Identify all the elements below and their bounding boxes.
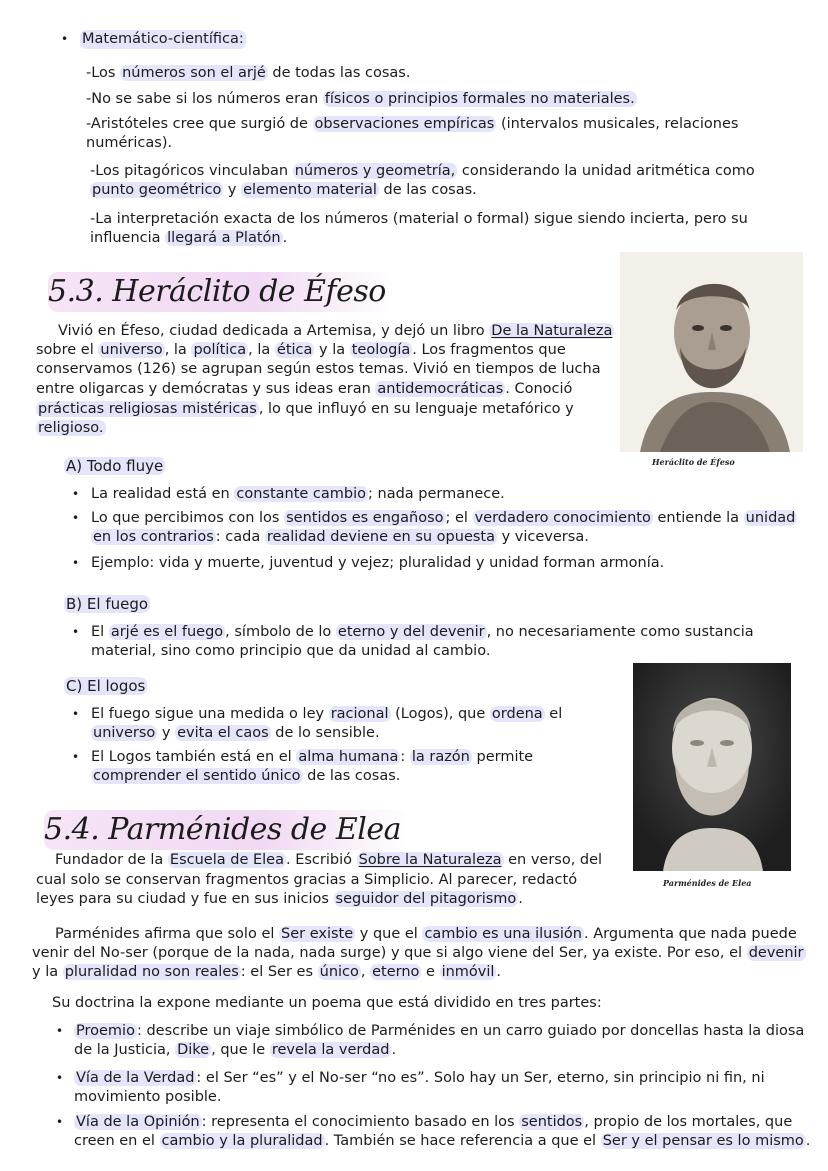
text-run: leyes para su ciudad y fue en sus inicios [36,891,334,907]
heraclito-caption: Heráclito de Éfeso [652,457,735,467]
rich-line [36,380,572,399]
text-run: entre oligarcas y demócratas y sus ideas eran [36,381,376,397]
text-run: ; el [445,510,473,526]
highlighted-text: eterno [372,964,420,980]
text-run: venir del No-ser (porque de la nada, nada surge) y que si algo viene del Ser, ya existe. Por eso, el [32,945,747,961]
highlighted-text: la razón [411,749,470,765]
text-run: -Aristóteles cree que surgió de [86,116,313,132]
rich-line [91,528,589,547]
text-run: , lo que influyó en su lenguaje metafórico y [258,401,574,417]
text-run: movimiento posible. [74,1089,222,1105]
text-run: y [223,182,242,198]
rich-line [74,1041,396,1060]
text-run: , [360,964,371,980]
bullet-icon: • [72,750,80,764]
highlighted-text: números son el arjé [122,65,266,81]
text-run: . [805,1133,811,1149]
text-run: influencia [90,230,166,246]
bullet-icon: • [61,32,69,46]
highlighted-text: cambio y la pluralidad [161,1133,323,1149]
text-run: -La interpretación exacta de los números (material o formal) sigue siendo incierta, pero su [90,211,748,227]
highlighted-text: Vía de la Opinión [76,1114,200,1130]
text-run: numéricas). [86,135,173,151]
text-run: . [391,1042,397,1058]
bullet-icon: • [72,487,80,501]
subheading-todo-fluye [64,455,165,477]
text-run: (intervalos musicales, relaciones [496,116,739,132]
text-run: : [400,749,410,765]
text-run: de la Justicia, [74,1042,176,1058]
bullet-icon: • [56,1071,64,1085]
rich-line [91,705,562,724]
highlighted-text: inmóvil [441,964,495,980]
rich-line [74,1022,804,1041]
rich-line [58,322,614,341]
highlighted-text: sentidos es engañoso [286,510,444,526]
rich-line [74,1132,810,1151]
text-run: -Los [86,65,121,81]
rich-line [36,341,566,360]
rich-line [91,767,400,786]
text-run: . Los fragmentos que [412,342,566,358]
highlighted-text: llegará a Platón [167,230,281,246]
rich-line [91,485,505,504]
text-run: de todas las cosas. [267,65,411,81]
section-heading-matematico: Matemático-científica: [82,31,244,47]
bullet-icon: • [56,1115,64,1129]
highlighted-text: punto geométrico [92,182,222,198]
text-run: . También se hace referencia a que el [324,1133,601,1149]
text-run: considerando la unidad aritmética como [457,163,755,179]
text-run: e [421,964,440,980]
text-run: -Los pitagóricos vinculaban [90,163,293,179]
highlighted-text: universo [93,725,156,741]
text-run: sobre el [36,342,99,358]
rich-line [91,642,490,661]
text-run: . Argumenta que nada puede [583,926,797,942]
parmenides-caption: Parménides de Elea [663,878,752,888]
text-run: , la [248,342,275,358]
rich-line [74,1069,765,1088]
rich-line [86,90,637,109]
text-run: Parménides afirma que solo el [55,926,279,942]
text-run: de las cosas. [378,182,477,198]
rich-line [90,181,477,200]
highlighted-text: revela la verdad [271,1042,390,1058]
highlighted-text: elemento material [243,182,377,198]
bullet-icon: • [72,625,80,639]
highlighted-text: política [193,342,247,358]
highlighted-text: Escuela de Elea [169,852,284,868]
text-run: cual solo se conservan fragmentos gracias a Simplicio. Al parecer, redactó [36,872,578,888]
bullet-icon: • [72,707,80,721]
highlighted-text: ética [276,342,313,358]
highlighted-text: Dike [177,1042,210,1058]
highlighted-text: realidad deviene en su opuesta [266,529,495,545]
highlighted-text: alma humana [298,749,399,765]
rich-line [90,229,287,248]
text-run: de las cosas. [302,768,401,784]
highlighted-text: cambio es una ilusión [424,926,582,942]
rich-line [36,890,523,909]
rich-line [36,400,574,419]
text-run: , símbolo de lo [225,624,336,640]
rich-line [86,115,738,134]
rich-line [86,64,410,83]
rich-line [90,210,748,229]
text-run: de lo sensible. [270,725,380,741]
highlighted-text: verdadero conocimiento [474,510,651,526]
text-run: El [91,624,109,640]
highlighted-text: en los contrarios [93,529,214,545]
rich-line [91,623,754,642]
subheading-logos [64,675,147,697]
subheading-fuego [64,593,150,615]
highlighted-text: devenir [748,945,804,961]
text-run: : el Ser “es” y el No-ser “no es”. Solo hay un Ser, eterno, sin principio ni fin, ni [196,1070,765,1086]
highlighted-text: evita el caos [177,725,269,741]
highlighted-text: observaciones empíricas [314,116,495,132]
parmenides-bust-icon [633,663,791,871]
highlighted-text: eterno y del devenir [337,624,485,640]
rich-line [32,944,806,963]
text-run: y [157,725,176,741]
text-run: . [496,964,502,980]
highlighted-text: racional [330,706,389,722]
bullet-icon: • [72,556,80,570]
highlighted-text: ordena [491,706,543,722]
highlighted-text: comprender el sentido único [93,768,301,784]
text-run: : describe un viaje simbólico de Parménides en un carro guiado por doncellas hasta la diosa [136,1023,805,1039]
subheading-label: C) El logos [66,677,146,695]
text-run: La realidad está en [91,486,235,502]
rich-line [36,419,106,438]
section-title-heraclito: 5.3. Heráclito de Éfeso [48,272,394,312]
text-run: Ejemplo: vida y muerte, juventud y vejez; pluralidad y unidad forman armonía. [91,555,665,571]
rich-line [90,162,755,181]
highlighted-text: único [319,964,359,980]
section-title-parmenides: 5.4. Parménides de Elea [44,810,409,850]
text-run: (Logos), que [390,706,490,722]
rich-line [36,871,577,890]
text-run: El fuego sigue una medida o ley [91,706,329,722]
highlighted-text: Sobre la Naturaleza [358,852,502,868]
highlighted-text: De la Naturaleza [491,323,613,339]
highlighted-text: números y geometría, [294,163,456,179]
rich-line [91,748,533,767]
text-run: ; nada permanece. [368,486,505,502]
subheading-label: B) El fuego [66,595,149,613]
text-run: , la [164,342,192,358]
text-run: y la [314,342,350,358]
text-run: Vivió en Éfeso, ciudad dedicada a Artemisa, y dejó un libro [58,323,490,339]
text-run: creen en el [74,1133,160,1149]
rich-line [55,851,602,870]
rich-line [91,509,797,528]
text-run: y la [32,964,63,980]
parmenides-poem-intro: Su doctrina la expone mediante un poema que está dividido en tres partes: [52,995,602,1011]
highlighted-text: prácticas religiosas mistéricas [38,401,257,417]
rich-line [55,925,797,944]
parmenides-bust [633,663,791,871]
rich-line [91,724,380,743]
highlighted-text: religioso. [38,420,104,436]
subheading-label: A) Todo fluye [66,457,164,475]
text-run: . [518,891,523,907]
highlighted-text: constante cambio [236,486,367,502]
bullet-icon: • [72,511,80,525]
text-run: : cada [215,529,265,545]
text-run: entiende la [652,510,744,526]
highlighted-text: unidad [745,510,796,526]
text-run: y viceversa. [497,529,589,545]
text-run: -No se sabe si los números eran [86,91,323,107]
text-run: . [282,230,288,246]
highlighted-text: sentidos [521,1114,583,1130]
rich-line [91,554,664,573]
text-run: conservamos (126) se agrupan según estos temas. Vivió en tiempos de lucha [36,361,601,377]
rich-line [74,1088,221,1107]
text-run: : el Ser es [240,964,318,980]
text-run: Fundador de la [55,852,168,868]
highlighted-text: físicos o principios formales no materiales. [324,91,635,107]
text-run: , que le [211,1042,270,1058]
rich-line [86,134,172,153]
text-run: , propio de los mortales, que [584,1114,793,1130]
heraclito-engraving-icon [620,252,803,452]
text-run: en verso, del [503,852,603,868]
highlighted-text: seguidor del pitagorismo [335,891,517,907]
bullet-icon: • [56,1024,64,1038]
text-run: el [544,706,563,722]
highlighted-text: pluralidad no son reales [64,964,239,980]
text-run: El Logos también está en el [91,749,297,765]
highlighted-text: arjé es el fuego [110,624,224,640]
text-run: y que el [355,926,423,942]
highlighted-text: Vía de la Verdad [76,1070,195,1086]
highlighted-text: Ser existe [281,926,354,942]
highlighted-text: teología [351,342,411,358]
text-run: , no necesariamente como sustancia [486,624,754,640]
rich-line [32,963,501,982]
highlighted-text: Proemio [76,1023,135,1039]
rich-line [36,360,601,379]
text-run: material, sino como principio que da unidad al cambio. [91,643,491,659]
rich-line [74,1113,792,1132]
highlighted-text: Ser y el pensar es lo mismo [602,1133,804,1149]
highlighted-text: antidemocráticas [377,381,504,397]
text-run: . Escribió [285,852,357,868]
text-run: Lo que percibimos con los [91,510,285,526]
heraclito-portrait [620,252,803,452]
text-run: : representa el conocimiento basado en los [201,1114,520,1130]
text-run: . Conoció [505,381,573,397]
highlighted-text: universo [100,342,163,358]
text-run: permite [471,749,534,765]
